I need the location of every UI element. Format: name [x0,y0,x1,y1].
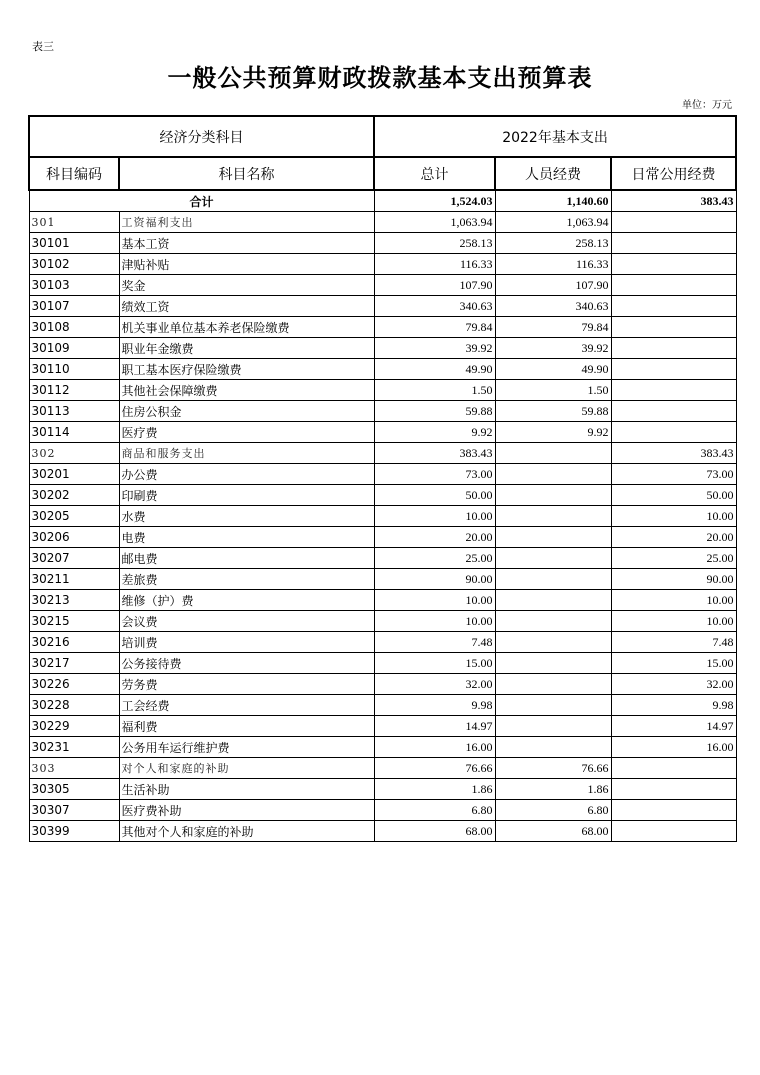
amount-daily: 32.00 [611,674,736,695]
amount-total: 10.00 [374,506,495,527]
subject-code: 30213 [29,590,119,611]
table-row [29,800,736,821]
subject-name: 会议费 [119,611,374,632]
subject-name: 电费 [119,527,374,548]
subject-code: 30216 [29,632,119,653]
amount-daily: 15.00 [611,653,736,674]
amount-daily: 50.00 [611,485,736,506]
subject-name: 津贴补贴 [119,254,374,275]
table-row [29,233,736,254]
total-personnel: 1,140.60 [495,190,611,212]
amount-total: 79.84 [374,317,495,338]
budget-table [28,115,737,842]
subject-name: 绩效工资 [119,296,374,317]
amount-personnel: 76.66 [495,758,611,779]
table-row [29,527,736,548]
amount-total: 9.92 [374,422,495,443]
table-row [29,359,736,380]
subject-code: 30110 [29,359,119,380]
subject-code: 30109 [29,338,119,359]
amount-personnel [495,632,611,653]
subject-code: 30211 [29,569,119,590]
amount-daily [611,233,736,254]
amount-total: 25.00 [374,548,495,569]
amount-total: 6.80 [374,800,495,821]
amount-daily [611,296,736,317]
subject-name: 工会经费 [119,695,374,716]
subject-code: 30215 [29,611,119,632]
page-title: 一般公共预算财政拨款基本支出预算表 [167,63,593,92]
table-row [29,569,736,590]
amount-personnel: 1,063.94 [495,212,611,233]
amount-personnel: 1.50 [495,380,611,401]
amount-daily: 10.00 [611,506,736,527]
category-row [29,758,736,779]
subject-name: 印刷费 [119,485,374,506]
subject-code: 30107 [29,296,119,317]
subject-name: 其他对个人和家庭的补助 [119,821,374,842]
table-row [29,254,736,275]
table-row [29,821,736,842]
amount-personnel [495,674,611,695]
amount-daily [611,254,736,275]
table-row [29,590,736,611]
subject-code: 30307 [29,800,119,821]
amount-daily: 20.00 [611,527,736,548]
table-row [29,464,736,485]
basic-expenditure-header: 2022年基本支出 [374,116,736,157]
subject-name: 机关事业单位基本养老保险缴费 [119,317,374,338]
amount-total: 39.92 [374,338,495,359]
subject-name: 对个人和家庭的补助 [119,758,374,779]
table-row [29,380,736,401]
subject-name: 生活补助 [119,779,374,800]
subject-code: 30101 [29,233,119,254]
column-header-total: 总计 [374,157,495,190]
amount-total: 32.00 [374,674,495,695]
subject-code: 30399 [29,821,119,842]
subject-code: 303 [29,758,119,779]
subject-code: 30205 [29,506,119,527]
column-header-row [29,157,736,190]
amount-total: 68.00 [374,821,495,842]
category-row [29,212,736,233]
unit-label: 单位：万元 [682,100,732,111]
table-row [29,338,736,359]
group-header-row [29,116,736,157]
table-row [29,695,736,716]
subject-code: 30113 [29,401,119,422]
subject-code: 30202 [29,485,119,506]
amount-daily [611,359,736,380]
amount-personnel [495,653,611,674]
amount-personnel [495,506,611,527]
amount-total: 258.13 [374,233,495,254]
subject-name: 医疗费 [119,422,374,443]
amount-total: 73.00 [374,464,495,485]
amount-personnel [495,443,611,464]
subject-code: 301 [29,212,119,233]
subject-name: 培训费 [119,632,374,653]
amount-personnel [495,695,611,716]
page-label: 表三 [32,40,54,53]
table-row [29,317,736,338]
subject-code: 30217 [29,653,119,674]
subject-name: 工资福利支出 [119,212,374,233]
subject-name: 公务用车运行维护费 [119,737,374,758]
amount-total: 10.00 [374,590,495,611]
subject-code: 30102 [29,254,119,275]
amount-personnel: 59.88 [495,401,611,422]
subject-name: 维修（护）费 [119,590,374,611]
total-row [29,190,736,212]
amount-daily [611,317,736,338]
amount-total: 90.00 [374,569,495,590]
amount-total: 14.97 [374,716,495,737]
amount-daily: 14.97 [611,716,736,737]
amount-daily [611,338,736,359]
subject-name: 差旅费 [119,569,374,590]
amount-daily: 25.00 [611,548,736,569]
column-header-code: 科目编码 [29,157,119,190]
table-row [29,485,736,506]
amount-personnel [495,611,611,632]
column-header-name: 科目名称 [119,157,374,190]
amount-daily [611,401,736,422]
subject-name: 邮电费 [119,548,374,569]
amount-personnel: 68.00 [495,821,611,842]
amount-personnel: 1.86 [495,779,611,800]
amount-daily: 383.43 [611,443,736,464]
economic-classification-header: 经济分类科目 [29,116,374,157]
amount-personnel: 6.80 [495,800,611,821]
subject-name: 水费 [119,506,374,527]
table-row [29,611,736,632]
amount-total: 59.88 [374,401,495,422]
amount-daily: 16.00 [611,737,736,758]
subject-code: 30112 [29,380,119,401]
amount-daily [611,758,736,779]
subject-name: 其他社会保障缴费 [119,380,374,401]
amount-total: 16.00 [374,737,495,758]
subject-code: 30231 [29,737,119,758]
subject-code: 30206 [29,527,119,548]
amount-total: 1.50 [374,380,495,401]
amount-daily: 73.00 [611,464,736,485]
total-daily: 383.43 [611,190,736,212]
total-amount: 1,524.03 [374,190,495,212]
amount-total: 10.00 [374,611,495,632]
amount-total: 383.43 [374,443,495,464]
subject-code: 30207 [29,548,119,569]
subject-code: 30103 [29,275,119,296]
subject-code: 30229 [29,716,119,737]
subject-code: 30226 [29,674,119,695]
amount-total: 107.90 [374,275,495,296]
amount-personnel [495,464,611,485]
subject-code: 30108 [29,317,119,338]
amount-personnel: 9.92 [495,422,611,443]
table-row [29,296,736,317]
amount-daily [611,779,736,800]
subject-name: 职工基本医疗保险缴费 [119,359,374,380]
amount-daily [611,821,736,842]
table-row [29,422,736,443]
amount-total: 20.00 [374,527,495,548]
amount-total: 116.33 [374,254,495,275]
amount-personnel: 39.92 [495,338,611,359]
amount-personnel: 116.33 [495,254,611,275]
amount-daily [611,422,736,443]
amount-daily: 9.98 [611,695,736,716]
subject-name: 职业年金缴费 [119,338,374,359]
amount-total: 76.66 [374,758,495,779]
table-row [29,506,736,527]
amount-daily: 10.00 [611,590,736,611]
amount-daily: 7.48 [611,632,736,653]
amount-personnel [495,548,611,569]
amount-personnel [495,590,611,611]
amount-personnel: 79.84 [495,317,611,338]
amount-personnel: 107.90 [495,275,611,296]
amount-total: 50.00 [374,485,495,506]
amount-total: 1.86 [374,779,495,800]
amount-personnel: 49.90 [495,359,611,380]
table-row [29,275,736,296]
amount-daily [611,800,736,821]
subject-name: 基本工资 [119,233,374,254]
column-header-daily: 日常公用经费 [611,157,736,190]
amount-daily: 10.00 [611,611,736,632]
amount-daily [611,275,736,296]
category-row [29,443,736,464]
subject-code: 302 [29,443,119,464]
table-row [29,653,736,674]
subject-name: 商品和服务支出 [119,443,374,464]
table-row [29,716,736,737]
amount-daily [611,380,736,401]
amount-total: 340.63 [374,296,495,317]
subject-name: 公务接待费 [119,653,374,674]
table-row [29,632,736,653]
amount-personnel [495,527,611,548]
amount-total: 1,063.94 [374,212,495,233]
subject-name: 住房公积金 [119,401,374,422]
amount-total: 7.48 [374,632,495,653]
amount-personnel [495,716,611,737]
table-row [29,548,736,569]
table-row [29,737,736,758]
amount-personnel [495,569,611,590]
column-header-personnel: 人员经费 [495,157,611,190]
table-row [29,779,736,800]
amount-personnel: 258.13 [495,233,611,254]
amount-personnel: 340.63 [495,296,611,317]
subject-code: 30228 [29,695,119,716]
subject-name: 劳务费 [119,674,374,695]
amount-personnel [495,485,611,506]
amount-daily: 90.00 [611,569,736,590]
amount-daily [611,212,736,233]
subject-code: 30201 [29,464,119,485]
subject-name: 办公费 [119,464,374,485]
amount-personnel [495,737,611,758]
subject-code: 30114 [29,422,119,443]
subject-name: 奖金 [119,275,374,296]
total-label: 合计 [29,190,374,212]
table-row [29,401,736,422]
amount-total: 15.00 [374,653,495,674]
subject-name: 福利费 [119,716,374,737]
subject-name: 医疗费补助 [119,800,374,821]
amount-total: 49.90 [374,359,495,380]
subject-code: 30305 [29,779,119,800]
table-row [29,674,736,695]
amount-total: 9.98 [374,695,495,716]
